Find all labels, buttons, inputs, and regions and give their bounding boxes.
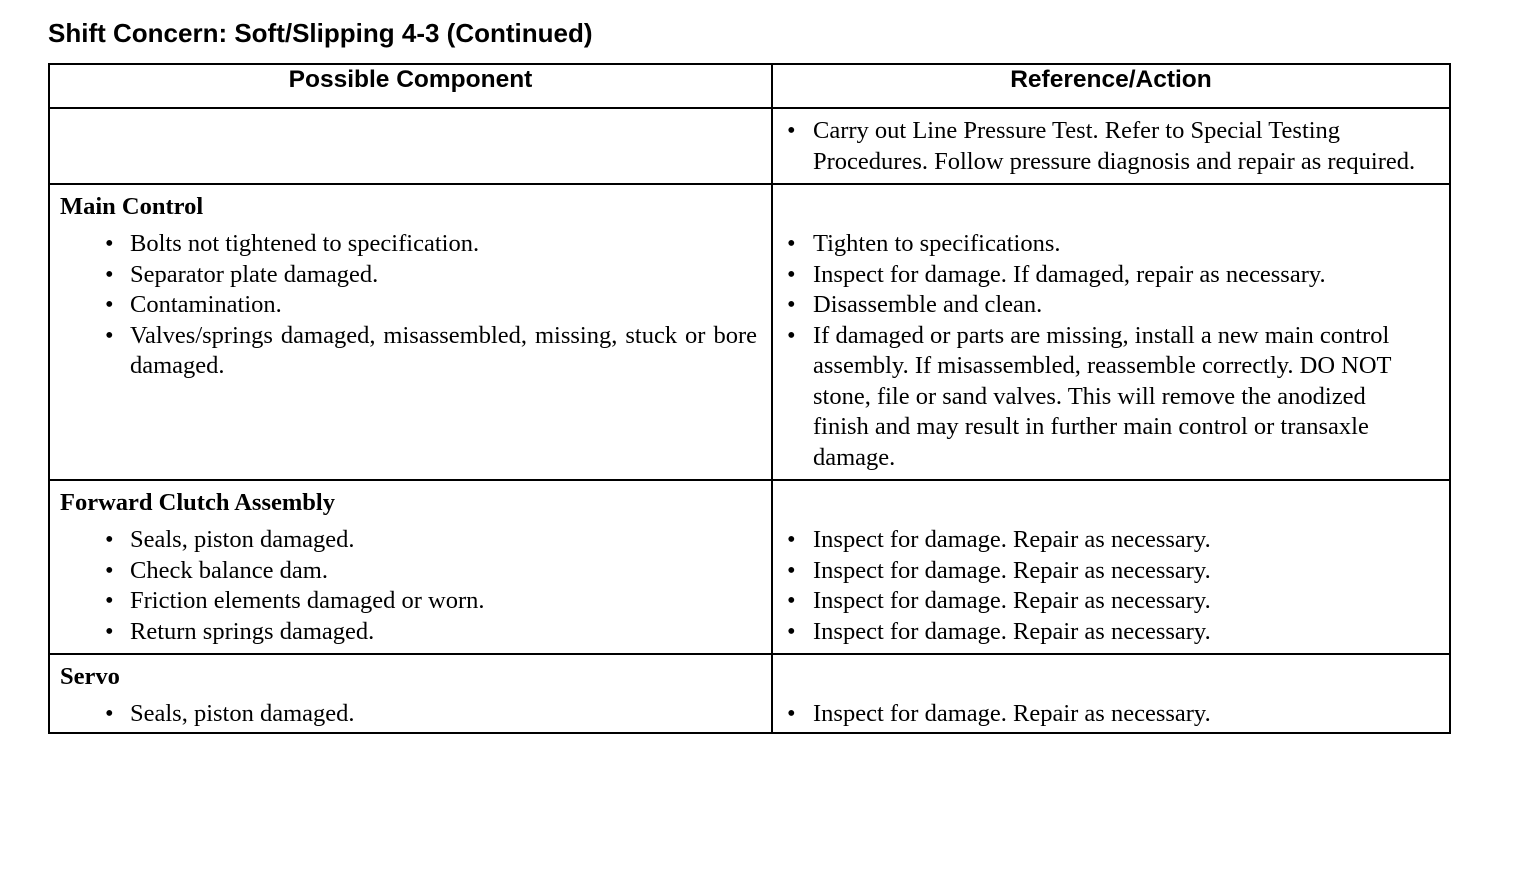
component-text: Bolts not tightened to specification. (130, 230, 480, 257)
action-text: Disassemble and clean. (813, 291, 1043, 318)
bullet-icon: • (105, 230, 114, 257)
list-item (50, 321, 771, 382)
list-item (50, 699, 771, 730)
action-text: Inspect for damage. Repair as necessary. (813, 526, 1211, 553)
bullet-icon: • (105, 587, 114, 614)
section-row-servo (49, 654, 1450, 733)
bullet-icon: • (105, 526, 114, 553)
component-text: Separator plate damaged. (130, 260, 379, 288)
action-text: Inspect for damage. Repair as necessary. (813, 556, 1211, 584)
bullet-icon: • (787, 321, 796, 349)
bullet-icon: • (787, 117, 796, 144)
table-header-row (49, 64, 1450, 108)
bullet-icon: • (787, 587, 796, 614)
diagnosis-table (48, 63, 1451, 734)
list-item (773, 321, 1449, 474)
page-title: Shift Concern: Soft/Slipping 4-3 (Continued) (48, 18, 593, 48)
header-reference-action: Reference/Action (772, 64, 1450, 108)
list-item (773, 699, 1449, 730)
section-action-cell (772, 184, 1450, 480)
action-text: Inspect for damage. Repair as necessary. (813, 587, 1211, 614)
list-item (50, 229, 771, 260)
bullet-icon: • (787, 700, 796, 727)
section-component-cell (49, 480, 772, 654)
action-text: Carry out Line Pressure Test. Refer to Special Testing Procedures. Follow pressure diagnosis and repair as required. (813, 117, 1416, 175)
list-item (773, 586, 1449, 617)
section-row-forward-clutch (49, 480, 1450, 654)
bullet-icon: • (787, 526, 796, 553)
component-text: Seals, piston damaged. (130, 700, 355, 727)
bullet-icon: • (105, 700, 114, 727)
bullet-icon: • (105, 291, 114, 318)
list-item (50, 617, 771, 648)
bullet-icon: • (787, 556, 796, 584)
action-text: Tighten to specifications. (813, 230, 1061, 257)
bullet-icon: • (105, 260, 114, 288)
list-item (50, 260, 771, 291)
intro-component-cell (49, 108, 772, 184)
section-row-main-control (49, 184, 1450, 480)
bullet-icon: • (105, 556, 114, 584)
intro-action-cell (772, 108, 1450, 184)
action-text: Inspect for damage. If damaged, repair as necessary. (813, 260, 1326, 288)
list-item (773, 260, 1449, 291)
list-item (773, 556, 1449, 587)
bullet-icon: • (787, 291, 796, 318)
section-action-cell (772, 480, 1450, 654)
list-item (50, 586, 771, 617)
action-text: If damaged or parts are missing, install a new main control assembly. If misassembled, reassemble correctly. DO NOT stone, file or sand valves. This will remove the anodized finish and may result in further main control or transaxle damage. (813, 321, 1392, 471)
list-item (773, 229, 1449, 260)
component-text: Friction elements damaged or worn. (130, 587, 485, 614)
list-item (50, 556, 771, 587)
bullet-icon: • (105, 321, 114, 349)
list-item (50, 290, 771, 321)
list-item (773, 617, 1449, 648)
list-item (773, 116, 1449, 177)
header-possible-component: Possible Component (49, 64, 772, 108)
bullet-icon: • (787, 617, 796, 645)
list-item (773, 525, 1449, 556)
bullet-icon: • (787, 230, 796, 257)
component-text: Check balance dam. (130, 556, 328, 584)
list-item (50, 525, 771, 556)
component-text: Seals, piston damaged. (130, 526, 355, 553)
section-title: Main Control (60, 193, 204, 220)
component-text: Return springs damaged. (130, 617, 375, 645)
section-title: Servo (60, 663, 120, 690)
bullet-icon: • (105, 617, 114, 645)
intro-row (49, 108, 1450, 184)
section-component-cell (49, 184, 772, 480)
action-text: Inspect for damage. Repair as necessary. (813, 617, 1211, 645)
component-text: Contamination. (130, 291, 282, 318)
action-text: Inspect for damage. Repair as necessary. (813, 700, 1211, 727)
section-component-cell (49, 654, 772, 733)
section-title: Forward Clutch Assembly (60, 489, 335, 516)
list-item (773, 290, 1449, 321)
component-text: Valves/springs damaged, misassembled, missing, stuck or bore damaged. (130, 321, 757, 379)
bullet-icon: • (787, 260, 796, 288)
section-action-cell (772, 654, 1450, 733)
